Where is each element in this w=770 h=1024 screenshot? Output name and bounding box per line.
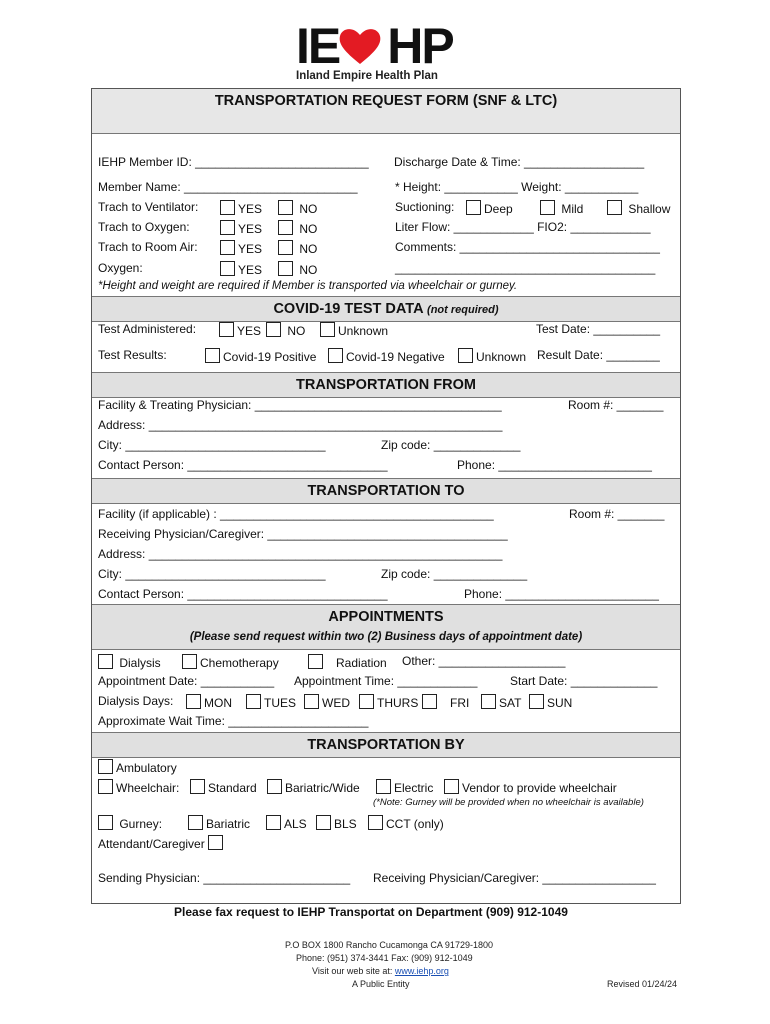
covid-negative-checkbox[interactable]: Covid-19 Negative bbox=[328, 348, 445, 364]
height-weight-field[interactable]: * Height: ___________ Weight: ___________ bbox=[395, 180, 639, 194]
radiation-checkbox[interactable]: Radiation bbox=[308, 654, 387, 670]
dialysis-checkbox[interactable]: Dialysis bbox=[98, 654, 161, 670]
test-date-field[interactable]: Test Date: __________ bbox=[536, 322, 661, 336]
other-field[interactable]: Other: ___________________ bbox=[402, 654, 566, 668]
trach-room-air-yes[interactable]: YES bbox=[220, 240, 262, 256]
heart-icon bbox=[337, 26, 383, 66]
bls-checkbox[interactable]: BLS bbox=[316, 815, 357, 831]
transportation-request-form bbox=[91, 88, 681, 904]
covid-unknown-checkbox[interactable]: Unknown bbox=[458, 348, 526, 364]
trach-ventilator-yes[interactable]: YES bbox=[220, 200, 262, 216]
test-administered-no[interactable]: NO bbox=[266, 322, 305, 338]
po-box: P.O BOX 1800 Rancho Cucamonga CA 91729-1800 bbox=[285, 940, 493, 950]
to-address-field[interactable]: Address: _____________________________________________________ bbox=[98, 547, 503, 561]
suctioning-shallow[interactable]: Shallow bbox=[607, 200, 670, 216]
wheelchair-checkbox[interactable]: Wheelchair: bbox=[98, 779, 179, 795]
gurney-checkbox[interactable]: Gurney: bbox=[98, 815, 162, 831]
website-link[interactable]: www.iehp.org bbox=[394, 966, 449, 976]
from-room-field[interactable]: Room #: _______ bbox=[568, 398, 664, 412]
wait-time-field[interactable]: Approximate Wait Time: _____________________ bbox=[98, 714, 369, 728]
appointment-time-field[interactable]: Appointment Time: ____________ bbox=[294, 674, 478, 688]
from-zip-field[interactable]: Zip code: _____________ bbox=[381, 438, 521, 452]
day-wed-checkbox[interactable]: WED bbox=[304, 694, 350, 710]
discharge-date-field[interactable]: Discharge Date & Time: __________________ bbox=[394, 155, 645, 169]
to-zip-field[interactable]: Zip code: ______________ bbox=[381, 567, 528, 581]
member-id-field[interactable]: IEHP Member ID: __________________________ bbox=[98, 155, 369, 169]
to-facility-field[interactable]: Facility (if applicable) : _________________________________________ bbox=[98, 507, 494, 521]
gurney-note: (*Note: Gurney will be provided when no wheelchair is available) bbox=[373, 797, 644, 808]
test-administered-unknown[interactable]: Unknown bbox=[320, 322, 388, 338]
to-city-field[interactable]: City: ______________________________ bbox=[98, 567, 326, 581]
from-city-field[interactable]: City: ______________________________ bbox=[98, 438, 326, 452]
iehp-logo bbox=[296, 20, 456, 88]
trach-oxygen-no[interactable]: NO bbox=[278, 220, 317, 236]
contact-phones: Phone: (951) 374-3441 Fax: (909) 912-1049 bbox=[296, 953, 473, 963]
transportation-from-header: TRANSPORTATION FROM bbox=[92, 372, 680, 398]
covid-positive-checkbox[interactable]: Covid-19 Positive bbox=[205, 348, 316, 364]
from-facility-field[interactable]: Facility & Treating Physician: _____________________________________ bbox=[98, 398, 502, 412]
appointments-header bbox=[92, 604, 680, 650]
suctioning-mild[interactable]: Mild bbox=[540, 200, 583, 216]
cct-checkbox[interactable]: CCT (only) bbox=[368, 815, 444, 831]
suctioning-deep[interactable]: Deep bbox=[466, 200, 513, 216]
website-line: Visit our web site at: www.iehp.org bbox=[312, 966, 449, 976]
wheelchair-bariatric-checkbox[interactable]: Bariatric/Wide bbox=[267, 779, 360, 795]
comments-line[interactable]: _______________________________________ bbox=[395, 261, 656, 275]
height-weight-note: *Height and weight are required if Member is transported via wheelchair or gurney. bbox=[98, 280, 518, 292]
chemotherapy-checkbox[interactable]: Chemotherapy bbox=[182, 654, 279, 670]
wheelchair-electric-checkbox[interactable]: Electric bbox=[376, 779, 433, 795]
test-results-label: Test Results: bbox=[98, 348, 167, 362]
transportation-by-header: TRANSPORTATION BY bbox=[92, 732, 680, 758]
to-contact-field[interactable]: Contact Person: ______________________________ bbox=[98, 587, 388, 601]
from-phone-field[interactable]: Phone: _______________________ bbox=[457, 458, 652, 472]
attendant-checkbox[interactable]: Attendant/Caregiver bbox=[98, 835, 226, 851]
from-contact-field[interactable]: Contact Person: ______________________________ bbox=[98, 458, 388, 472]
day-mon-checkbox[interactable]: MON bbox=[186, 694, 232, 710]
day-sat-checkbox[interactable]: SAT bbox=[481, 694, 521, 710]
ambulatory-checkbox[interactable]: Ambulatory bbox=[98, 759, 177, 775]
start-date-field[interactable]: Start Date: _____________ bbox=[510, 674, 658, 688]
to-room-field[interactable]: Room #: _______ bbox=[569, 507, 665, 521]
sending-physician-field[interactable]: Sending Physician: ______________________ bbox=[98, 871, 351, 885]
day-sun-checkbox[interactable]: SUN bbox=[529, 694, 572, 710]
appointments-title: APPOINTMENTS bbox=[328, 609, 444, 625]
receiving-physician-field[interactable]: Receiving Physician/Caregiver: _________________ bbox=[373, 871, 656, 885]
day-fri-checkbox[interactable]: FRI bbox=[422, 694, 469, 710]
fax-instruction: Please fax request to IEHP Transportat on Department (909) 912-1049 bbox=[174, 905, 568, 919]
oxygen-label: Oxygen: bbox=[98, 261, 143, 275]
member-name-field[interactable]: Member Name: __________________________ bbox=[98, 180, 358, 194]
suctioning-label: Suctioning: bbox=[395, 200, 455, 214]
from-address-field[interactable]: Address: _____________________________________________________ bbox=[98, 418, 503, 432]
liter-flow-field[interactable]: Liter Flow: ____________ FIO2: ____________ bbox=[395, 220, 651, 234]
form-title: TRANSPORTATION REQUEST FORM (SNF & LTC) bbox=[92, 89, 680, 134]
oxygen-no[interactable]: NO bbox=[278, 261, 317, 277]
appointments-note: (Please send request within two (2) Business days of appointment date) bbox=[189, 631, 583, 643]
trach-ventilator-label: Trach to Ventilator: bbox=[98, 200, 199, 214]
test-administered-label: Test Administered: bbox=[98, 322, 197, 336]
day-thurs-checkbox[interactable]: THURS bbox=[359, 694, 418, 710]
public-entity: A Public Entity bbox=[352, 979, 410, 989]
als-checkbox[interactable]: ALS bbox=[266, 815, 307, 831]
result-date-field[interactable]: Result Date: ________ bbox=[537, 348, 660, 362]
gurney-bariatric-checkbox[interactable]: Bariatric bbox=[188, 815, 250, 831]
appointment-date-field[interactable]: Appointment Date: ___________ bbox=[98, 674, 275, 688]
trach-ventilator-no[interactable]: NO bbox=[278, 200, 317, 216]
trach-oxygen-label: Trach to Oxygen: bbox=[98, 220, 190, 234]
to-receiving-field[interactable]: Receiving Physician/Caregiver: ____________________________________ bbox=[98, 527, 508, 541]
comments-field[interactable]: Comments: ______________________________ bbox=[395, 240, 660, 254]
trach-oxygen-yes[interactable]: YES bbox=[220, 220, 262, 236]
test-administered-yes[interactable]: YES bbox=[219, 322, 261, 338]
covid-section-header: COVID-19 TEST DATA (not required) bbox=[92, 296, 680, 322]
dialysis-days-label: Dialysis Days: bbox=[98, 694, 174, 708]
transportation-to-header: TRANSPORTATION TO bbox=[92, 478, 680, 504]
oxygen-yes[interactable]: YES bbox=[220, 261, 262, 277]
trach-room-air-label: Trach to Room Air: bbox=[98, 240, 198, 254]
wheelchair-standard-checkbox[interactable]: Standard bbox=[190, 779, 257, 795]
revised-date: Revised 01/24/24 bbox=[607, 979, 678, 989]
trach-room-air-no[interactable]: NO bbox=[278, 240, 317, 256]
vendor-wheelchair-checkbox[interactable]: Vendor to provide wheelchair bbox=[444, 779, 617, 795]
to-phone-field[interactable]: Phone: _______________________ bbox=[464, 587, 659, 601]
logo-subtitle: Inland Empire Health Plan bbox=[296, 70, 438, 82]
logo-text: IE HP bbox=[296, 18, 453, 74]
day-tues-checkbox[interactable]: TUES bbox=[246, 694, 296, 710]
